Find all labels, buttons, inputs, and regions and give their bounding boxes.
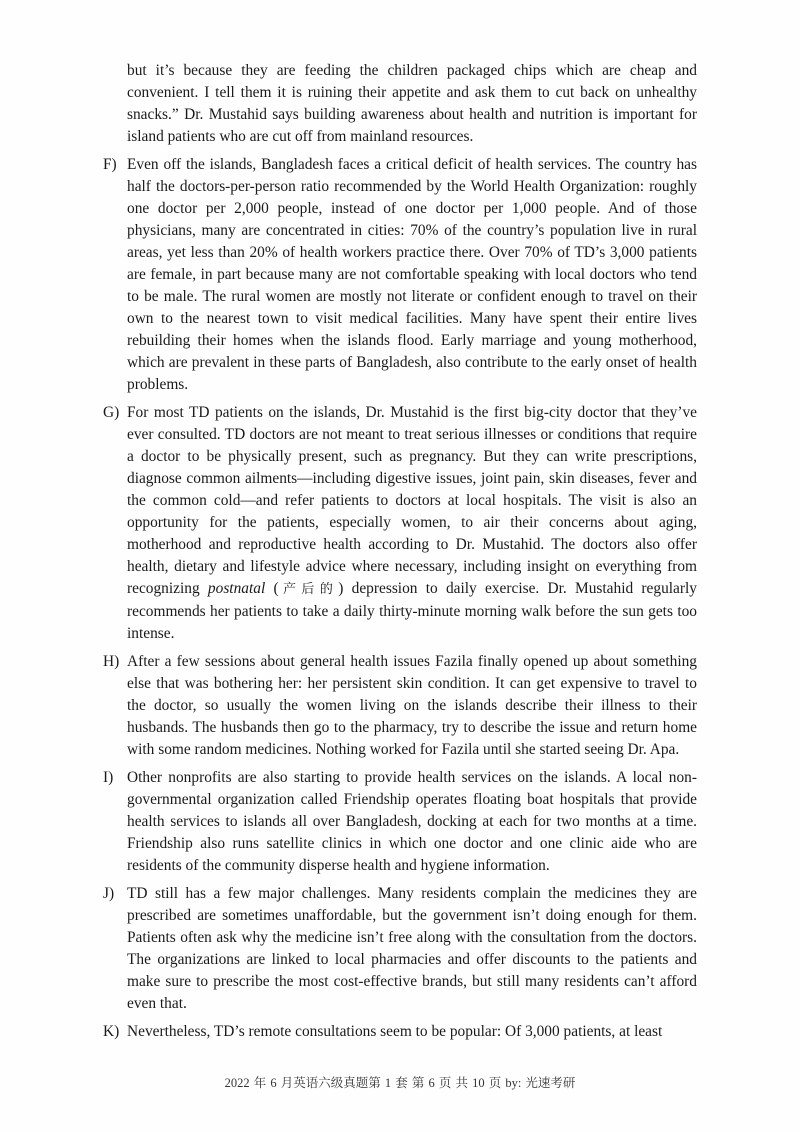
text-segment: For most TD patients on the islands, Dr. Mustahid is the first big-city doctor that they’ve ever consulted. TD doctors are not meant to treat serious illnesses or conditions that require a doctor to be physically present, such as pregnancy. But they can write prescriptions, diagnose common ailments—including digestive issues, joint pain, skin diseases, fever and the common cold—and refer patients to doctors at local hospitals. The visit is also an opportunity for the patients, especially women, to air their concerns about aging, motherhood and reproductive health according to Dr. Mustahid. The doctors also offer health, dietary and lifestyle advice where necessary, including insight on everything from recognizing [127,404,697,597]
document-body [103,60,697,1049]
paragraph-text: Nevertheless, TD’s remote consultations seem to be popular: Of 3,000 patients, at least [127,1023,663,1040]
paragraph-text: TD still has a few major challenges. Many residents complain the medicines they are prescribed are sometimes unaffordable, but the government isn’t doing enough for them. Patients often ask why the medicine isn’t free along with the consultation from the doctors. The organizations are linked to local pharmacies and offer discounts to the patients and make sure to prescribe the most cost-effective brands, but still many residents can’t afford even that. [127,885,697,1012]
paragraph-h [103,651,697,761]
paragraph-f [103,154,697,396]
paragraph-label: J) [103,885,115,902]
italic-term-postnatal: postnatal [207,580,266,597]
paragraph-k [103,1021,697,1043]
text-segment: ) depression to daily exercise. Dr. Mustahid regularly recommends her patients to take a daily thirty-minute morning walk before the sun gets too intense. [127,580,697,642]
paragraph-text: but it’s because they are feeding the children packaged chips which are cheap and convenient. I tell them it is ruining their appetite and ask them to cut back on unhealthy snacks.” Dr. Mustahid says building awareness about health and nutrition is important for island patients who are cut off from mainland resources. [127,62,697,145]
paragraph-text: Even off the islands, Bangladesh faces a critical deficit of health services. The country has half the doctors-per-person ratio recommended by the World Health Organization: roughly one doctor per 2,000 people, instead of one doctor per 1,000 people. And of those physicians, many are concentrated in cities: 70% of the country’s population live in rural areas, yet less than 20% of health workers practice there. Over 70% of TD’s 3,000 patients are female, in part because many are not comfortable speaking with local doctors who tend to be male. The rural women are mostly not literate or confident enough to travel on their own to the nearest town to visit medical facilities. Many have spent their entire lives rebuilding their homes when the islands flood. Early marriage and young motherhood, which are prevalent in these parts of Bangladesh, also contribute to the early onset of health problems. [127,156,697,393]
paragraph-g [103,402,697,645]
paragraph-continuation [103,60,697,148]
paragraph-label: I) [103,769,114,786]
paragraph-text [127,402,697,645]
paragraph-text: Other nonprofits are also starting to provide health services on the islands. A local non-governmental organization called Friendship operates floating boat hospitals that provide health services to islands all over Bangladesh, docking at each for two months at a time. Friendship also runs satellite clinics in which one doctor and one clinic aide who are residents of the community disperse health and hygiene information. [127,769,697,874]
paragraph-j [103,883,697,1015]
paragraph-label: G) [103,404,120,421]
paragraph-text: After a few sessions about general health issues Fazila finally opened up about something else that was bothering her: her persistent skin condition. It can get expensive to travel to the doctor, so usually the women living on the islands describe their illness to their husbands. The husbands then go to the pharmacy, try to describe the issue and return home with some random medicines. Nothing worked for Fazila until she started seeing Dr. Apa. [127,653,697,758]
paragraph-label: H) [103,653,120,670]
paragraph-label: K) [103,1023,120,1040]
chinese-gloss: 产后的 [278,582,339,597]
text-segment: ( [265,580,279,597]
page-footer: 2022 年 6 月英语六级真题第 1 套 第 6 页 共 10 页 by: 光速考研 [224,1076,576,1090]
paragraph-label: F) [103,156,117,173]
paragraph-i [103,767,697,877]
